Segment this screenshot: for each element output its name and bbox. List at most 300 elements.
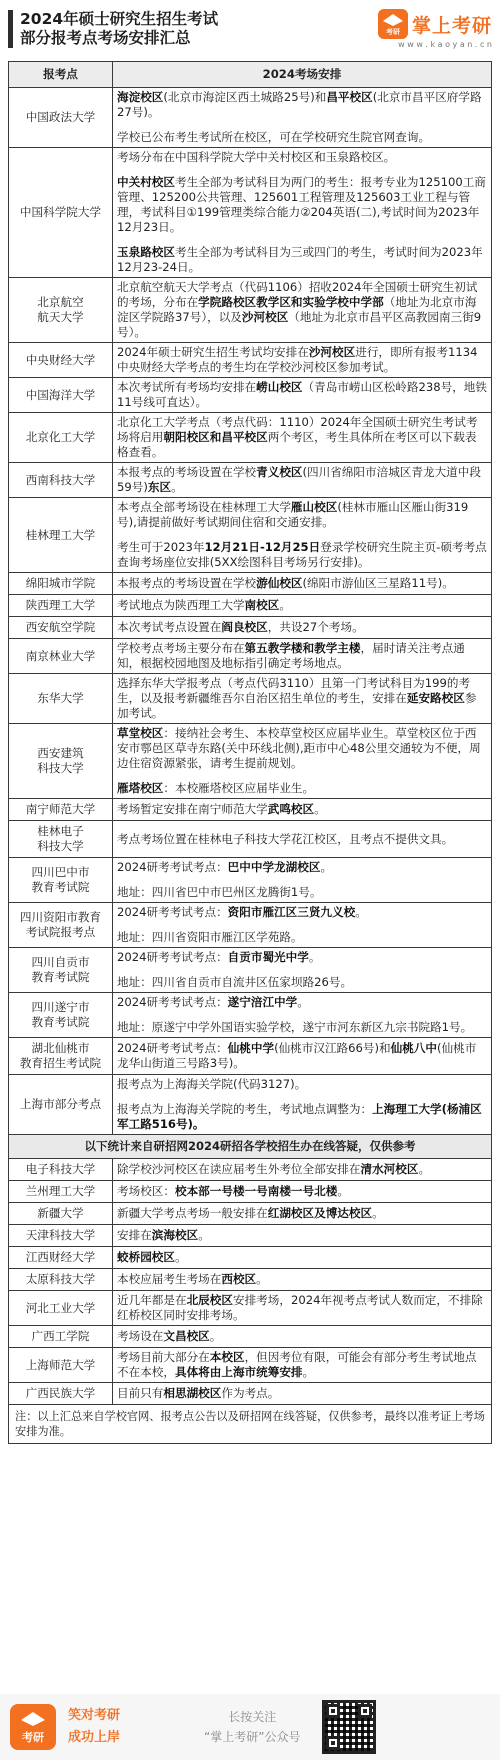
- arrangement-paragraph: [117, 802, 487, 817]
- arrangement-paragraph: [117, 1162, 487, 1177]
- highlight-text: 学院路校区教学区和实验学校中学部: [198, 295, 384, 309]
- school-name-line: 上海市部分考点: [19, 1097, 102, 1111]
- footer-logo-text: 考研: [22, 1731, 44, 1744]
- highlight-text: 自贡市蜀光中学: [227, 950, 309, 964]
- table-row: [9, 1075, 492, 1135]
- school-name-line: 教育考试院: [31, 1015, 90, 1029]
- highlight-text: 12月21日-12月25日: [204, 540, 321, 554]
- page-title: [20, 10, 218, 48]
- arrangement-paragraph: [117, 1350, 487, 1380]
- slogan-line-2: 成功上岸: [68, 1730, 121, 1745]
- school-name-cell: [9, 799, 113, 821]
- exam-arrangement-cell: [113, 1038, 492, 1075]
- table-body: [9, 88, 492, 1135]
- school-name-line: 天津科技大学: [25, 1228, 96, 1242]
- exam-arrangement-cell: [113, 278, 492, 343]
- detail-text: 。: [302, 1365, 315, 1379]
- detail-text: 考场分布在中国科学院大学中关村校区和玉泉路校区。: [117, 150, 396, 164]
- highlight-text: 海淀校区: [117, 90, 164, 104]
- arrangement-paragraph: [117, 1077, 487, 1092]
- detail-text: 2024研考考试考点：: [117, 950, 228, 964]
- table-row: [9, 498, 492, 573]
- school-name-cell: [9, 1159, 113, 1181]
- arrangement-paragraph: [117, 726, 487, 771]
- school-name-cell: [9, 1075, 113, 1135]
- detail-text: 本校应届考生考场在: [117, 1272, 222, 1286]
- detail-text: 2024研考考试考点：: [117, 905, 228, 919]
- school-name-cell: [9, 148, 113, 278]
- table-row: [9, 639, 492, 674]
- detail-text: 。: [337, 1184, 349, 1198]
- table-row: [9, 1269, 492, 1291]
- exam-arrangement-cell: [113, 821, 492, 858]
- arrangement-paragraph: [117, 150, 487, 165]
- school-name-line: 陕西理工大学: [25, 598, 96, 612]
- detail-text: ：接纳社会考生、本校草堂校区应届毕业生。草堂校区位于西安市鄠邑区草寺东路(关中环线北侧),距市中心48公里交通较为不便，周边住宿资源紧张，请考生提前规划。: [117, 726, 481, 770]
- detail-text: 。: [174, 1250, 187, 1264]
- detail-text: 考试地点为陕西理工大学: [117, 598, 245, 612]
- exam-arrangement-cell: [113, 1203, 492, 1225]
- table-row: [9, 1203, 492, 1225]
- arrangement-paragraph: [117, 90, 487, 120]
- table-row: [9, 1348, 492, 1383]
- arrangement-paragraph: [117, 175, 487, 235]
- highlight-text: 资阳市雁江区三贤九义校: [227, 905, 356, 919]
- arrangement-paragraph: [117, 781, 487, 796]
- highlight-text: 仙桃中学: [227, 1041, 275, 1055]
- detail-text: 进行，即所有报考1134中央财经大学考点的考生均在学校沙河校区参加考试。: [117, 345, 478, 374]
- arrangement-paragraph: [117, 676, 487, 721]
- detail-text: 。: [198, 1228, 210, 1242]
- school-name-cell: [9, 993, 113, 1038]
- qr-corner: [326, 1704, 340, 1718]
- detail-text: 。: [355, 905, 367, 919]
- detail-text: 目前只有: [117, 1386, 164, 1400]
- detail-text: 考场暂定安排在南宁师范大学: [117, 802, 268, 816]
- school-name-line: 广西工学院: [31, 1329, 90, 1343]
- highlight-text: 青义校区: [256, 465, 303, 479]
- school-name-cell: [9, 639, 113, 674]
- table-row: [9, 148, 492, 278]
- highlight-text: 红湖校区及博达校区: [267, 1206, 373, 1220]
- highlight-text: 游仙校区: [256, 576, 303, 590]
- detail-text: 考场校区：: [117, 1184, 175, 1198]
- school-name-line: 中国科学院大学: [19, 205, 102, 219]
- school-name-cell: [9, 413, 113, 463]
- school-name-cell: [9, 88, 113, 148]
- arrangement-paragraph: [117, 576, 487, 591]
- detail-text: 考场目前大部分在: [117, 1350, 210, 1364]
- school-name-line: 北京航空: [37, 295, 84, 309]
- detail-text: 本考点全部考场设在桂林理工大学: [117, 500, 291, 514]
- detail-text: 选择东华大学报考点（考点代码3110）且第一门考试科目为199的考生，以及报考新疆维吾尔自治区招生单位的考生，安排在: [117, 676, 471, 705]
- highlight-text: 第五教学楼和教学主楼: [244, 641, 361, 655]
- school-name-cell: [9, 948, 113, 993]
- school-name-line: 科技大学: [37, 761, 84, 775]
- exam-arrangement-cell: [113, 573, 492, 595]
- arrangement-paragraph: [117, 1102, 487, 1132]
- exam-arrangement-cell: [113, 413, 492, 463]
- detail-text: 2024研考考试考点：: [117, 995, 228, 1009]
- highlight-text: 延安路校区: [406, 691, 465, 705]
- exam-arrangement-cell: [113, 1291, 492, 1326]
- exam-arrangement-cell: [113, 1225, 492, 1247]
- school-name-line: 考试院报考点: [25, 925, 96, 939]
- table-row: [9, 463, 492, 498]
- school-name-line: 中国海洋大学: [25, 387, 96, 402]
- school-name-line: 南宁师范大学: [25, 802, 96, 816]
- exam-arrangement-cell: [113, 1181, 492, 1203]
- qr-corner: [358, 1704, 372, 1718]
- exam-arrangement-cell: [113, 595, 492, 617]
- highlight-text: 巴中中学龙湖校区: [227, 860, 321, 874]
- school-name-line: 江西财经大学: [25, 1250, 96, 1264]
- col-header-school: 报考点: [9, 62, 113, 88]
- school-name-cell: [9, 724, 113, 799]
- school-name-line: 科技大学: [37, 839, 84, 853]
- highlight-text: 清水河校区: [360, 1162, 419, 1176]
- table-row: [9, 378, 492, 413]
- detail-text: 地址：四川省自贡市自流井区伍家坝路26号。: [117, 975, 353, 989]
- school-name-line: 兰州理工大学: [25, 1184, 96, 1198]
- highlight-text: 本校区: [209, 1350, 245, 1364]
- highlight-text: 中关村校区: [117, 175, 175, 189]
- table-row: [9, 1038, 492, 1075]
- highlight-text: 蛟桥园校区: [117, 1250, 175, 1264]
- table-row: [9, 724, 492, 799]
- school-name-cell: [9, 595, 113, 617]
- table-row: [9, 1247, 492, 1269]
- school-name-cell: [9, 378, 113, 413]
- school-name-line: 上海师范大学: [25, 1357, 96, 1372]
- logo-main: [378, 9, 492, 39]
- highlight-text: 校本部一号楼一号南楼一号北楼: [174, 1184, 338, 1198]
- arrangement-paragraph: [117, 950, 487, 965]
- school-name-line: 北京化工大学: [25, 430, 96, 444]
- exam-arrangement-cell: [113, 498, 492, 573]
- exam-arrangement-cell: [113, 1159, 492, 1181]
- school-name-line: 四川自贡市: [31, 955, 90, 969]
- arrangement-paragraph: [117, 245, 487, 275]
- school-name-cell: [9, 1225, 113, 1247]
- detail-text: 2024研考考试考点：: [117, 1041, 228, 1055]
- school-name-cell: [9, 498, 113, 573]
- slogan-line-1: 笑对考研: [68, 1708, 121, 1723]
- logo-url: w w w . k a o y a n . c n: [398, 40, 492, 49]
- highlight-text: 仙桃八中: [390, 1041, 438, 1055]
- exam-arrangement-cell: [113, 463, 492, 498]
- highlight-text: 相思湖校区: [163, 1386, 222, 1400]
- arrangement-paragraph: [117, 620, 487, 635]
- school-name-line: 电子科技大学: [25, 1162, 96, 1176]
- school-name-cell: [9, 821, 113, 858]
- table-row: [9, 88, 492, 148]
- table-row: [9, 903, 492, 948]
- detail-text: 考场设在: [117, 1329, 164, 1343]
- school-name-cell: [9, 1383, 113, 1405]
- qr-code[interactable]: [322, 1700, 376, 1754]
- detail-text: 报考点为上海海关学院的考生，考试地点调整为：: [117, 1102, 373, 1116]
- detail-text: 。: [320, 860, 333, 874]
- detail-text: 。: [308, 950, 321, 964]
- detail-text: 。: [279, 598, 291, 612]
- detail-text: (四川省绵阳市涪城区青龙大道中段59号): [117, 465, 481, 494]
- school-name-line: 四川遂宁市: [31, 1000, 90, 1014]
- detail-text: 考生全部为考试科目为三或四门的考生，考试时间为2023年12月23-24日。: [117, 245, 483, 274]
- detail-text: 考生全部为考试科目为两门的考生：报考专业为125100工商管理、125200公共管理、125601工程管理及125603工业工程与管理，考试科目①199管理类综合能力②204英语(二),考试时间为2023年12月23日。: [117, 175, 486, 234]
- school-name-cell: [9, 617, 113, 639]
- arrangement-paragraph: [117, 975, 487, 990]
- school-name-cell: [9, 1348, 113, 1383]
- school-name-line: 东华大学: [37, 691, 84, 705]
- detail-text: (仙桃市龙华山街道三号路3号)。: [117, 1041, 477, 1070]
- exam-arrangement-cell: [113, 993, 492, 1038]
- highlight-text: 文昌校区: [163, 1329, 210, 1343]
- table-row: [9, 674, 492, 724]
- table-row: [9, 948, 492, 993]
- arrangement-paragraph: [117, 860, 487, 875]
- highlight-text: 遂宁涪江中学: [227, 995, 298, 1009]
- arrangement-paragraph: [117, 1206, 487, 1221]
- detail-text: 参加考试。: [117, 691, 477, 720]
- exam-arrangement-cell: [113, 674, 492, 724]
- table-row: [9, 595, 492, 617]
- highlight-text: 昌平校区: [326, 90, 373, 104]
- exam-arrangement-cell: [113, 1383, 492, 1405]
- exam-site-table: [8, 61, 492, 1444]
- table-row: [9, 1291, 492, 1326]
- exam-arrangement-cell: [113, 858, 492, 903]
- detail-text: 本报考点的考场设置在学校: [117, 465, 257, 479]
- arrangement-paragraph: [117, 1041, 487, 1071]
- school-name-cell: [9, 674, 113, 724]
- table-row: [9, 1225, 492, 1247]
- highlight-text: 南校区: [244, 598, 280, 612]
- highlight-text: 雁塔校区: [117, 781, 164, 795]
- school-name-line: 教育考试院: [31, 970, 90, 984]
- school-name-cell: [9, 463, 113, 498]
- school-name-line: 中国政法大学: [25, 110, 96, 124]
- detail-text: (桂林市雁山区雁山街319号),请提前做好考试期间住宿和交通安排。: [117, 500, 469, 529]
- school-name-line: 广西民族大学: [25, 1386, 96, 1400]
- arrangement-paragraph: [117, 1272, 487, 1287]
- highlight-text: 草堂校区: [117, 726, 164, 740]
- exam-arrangement-cell: [113, 948, 492, 993]
- detail-text: 2024研考考试考点：: [117, 860, 228, 874]
- highlight-text: 玉泉路校区: [117, 245, 175, 259]
- detail-text: 本次考试所有考场均安排在: [117, 380, 257, 394]
- arrangement-paragraph: [117, 540, 487, 570]
- graduation-cap-icon: [378, 9, 408, 39]
- footnote-row: [9, 1405, 492, 1444]
- qr-corner: [326, 1736, 340, 1750]
- school-name-line: 湖北仙桃市: [31, 1041, 90, 1055]
- table-row: [9, 799, 492, 821]
- logo-name: 掌上考研: [411, 14, 492, 37]
- arrangement-paragraph: [117, 1020, 487, 1035]
- school-name-line: 教育考试院: [31, 880, 90, 894]
- arrangement-paragraph: [117, 345, 487, 375]
- exam-arrangement-cell: [113, 724, 492, 799]
- detail-text: 本报考点的考场设置在学校: [117, 576, 257, 590]
- school-name-cell: [9, 1203, 113, 1225]
- exam-arrangement-cell: [113, 1075, 492, 1135]
- school-name-line: 桂林理工大学: [25, 527, 96, 542]
- detail-text: 。: [256, 1272, 268, 1286]
- arrangement-paragraph: [117, 1386, 487, 1401]
- section-divider: 以下统计来自研招网2024研招各学校招生办在线答疑，仅供参考: [9, 1135, 492, 1159]
- col-header-detail: 2024考场安排: [113, 62, 492, 88]
- detail-text: 学校已公布考生考试所在校区，可在学校研究生院官网查询。: [117, 130, 431, 144]
- arrangement-paragraph: [117, 995, 487, 1010]
- arrangement-paragraph: [117, 280, 487, 340]
- table-row: [9, 617, 492, 639]
- detail-text: (北京市海淀区西土城路25号)和: [163, 90, 327, 104]
- detail-text: （地址为北京市昌平区高教园南三街9号）。: [117, 310, 482, 339]
- arrangement-paragraph: [117, 930, 487, 945]
- school-name-cell: [9, 1269, 113, 1291]
- school-name-cell: [9, 1291, 113, 1326]
- detail-text: ，但因考位有限，可能会有部分考生考试地点不在本校，: [117, 1350, 477, 1379]
- highlight-text: 沙河校区: [241, 310, 289, 324]
- school-name-line: 河北工业大学: [25, 1300, 96, 1315]
- exam-arrangement-cell: [113, 799, 492, 821]
- detail-text: （地址为北京市海淀区学院路37号），以及: [117, 295, 477, 324]
- school-name-line: 四川资阳市教育: [19, 910, 102, 924]
- highlight-text: 崂山校区: [256, 380, 303, 394]
- footnote: 注：以上汇总来自学校官网、报考点公告以及研招网在线答疑，仅供参考，最终以准考证上考场安排为准。: [9, 1405, 492, 1444]
- detail-text: 考生可于2023年: [117, 540, 205, 554]
- school-name-line: 四川巴中市: [31, 865, 90, 879]
- arrangement-paragraph: [117, 1228, 487, 1243]
- detail-text: 报考点为上海海关学院(代码3127)。: [117, 1077, 307, 1091]
- highlight-text: 具体将由上海市统筹安排: [174, 1365, 303, 1379]
- arrangement-paragraph: [117, 832, 487, 847]
- arrangement-paragraph: [117, 641, 487, 671]
- highlight-text: 阎良校区: [221, 620, 268, 634]
- school-name-line: 新疆大学: [37, 1206, 84, 1220]
- highlight-text: 北辰校区: [186, 1293, 233, 1307]
- header-left: [8, 10, 218, 48]
- arrangement-paragraph: [117, 500, 487, 530]
- detail-text: 作为考点。: [221, 1386, 280, 1400]
- detail-text: 地址：四川省资阳市雁江区学苑路。: [117, 930, 303, 944]
- detail-text: 。: [171, 480, 183, 494]
- arrangement-paragraph: [117, 598, 487, 613]
- school-name-line: 绵阳城市学院: [25, 576, 96, 590]
- highlight-text: 雁山校区: [290, 500, 338, 514]
- school-name-line: 太原科技大学: [25, 1272, 96, 1286]
- detail-text: 地址：原遂宁中学外国语实验学校，遂宁市河东新区九宗书院路1号。: [117, 1020, 473, 1034]
- detail-text: 学校考点考场主要分布在: [117, 641, 245, 655]
- highlight-text: 沙河校区: [308, 345, 356, 359]
- title-accent-bar: [8, 10, 13, 48]
- arrangement-paragraph: [117, 415, 487, 460]
- table-row: [9, 278, 492, 343]
- title-line-2: 部分报考点考场安排汇总: [20, 29, 191, 47]
- graduation-cap-icon: [10, 1704, 56, 1750]
- logo-mark-text: 考研: [385, 28, 400, 36]
- table-row: [9, 413, 492, 463]
- detail-text: (北京市昌平区府学路27号)。: [117, 90, 482, 119]
- arrangement-paragraph: [117, 905, 487, 920]
- footer: [0, 1694, 500, 1760]
- follow-line-2: “掌上考研”公众号: [204, 1730, 301, 1744]
- school-name-line: 西南科技大学: [25, 472, 96, 487]
- header: [0, 0, 500, 58]
- school-name-cell: [9, 573, 113, 595]
- detail-text: ，共设27个考场。: [267, 620, 364, 634]
- detail-text: 登录学校研究生院主页-硕考考点查询考场座位安排(5XX绘图科目考场另行安排)。: [117, 540, 487, 569]
- arrangement-paragraph: [117, 1329, 487, 1344]
- arrangement-paragraph: [117, 130, 487, 145]
- school-name-line: 南京林业大学: [25, 648, 96, 663]
- footer-slogan: [68, 1705, 120, 1749]
- detail-text: ：本校雁塔校区应届毕业生。: [163, 781, 315, 795]
- school-name-cell: [9, 278, 113, 343]
- exam-arrangement-cell: [113, 1269, 492, 1291]
- detail-text: 。: [209, 1329, 222, 1343]
- school-name-cell: [9, 903, 113, 948]
- table-row: [9, 1159, 492, 1181]
- arrangement-paragraph: [117, 1293, 487, 1323]
- table-row: [9, 821, 492, 858]
- title-line-1: 2024年硕士研究生招生考试: [20, 10, 219, 28]
- table-row: [9, 1181, 492, 1203]
- detail-text: 地址：四川省巴中市巴州区龙腾街1号。: [117, 885, 322, 899]
- school-name-line: 西安建筑: [37, 746, 84, 760]
- detail-text: 2024年硕士研究生招生考试均安排在: [117, 345, 309, 359]
- detail-text: 北京航空航天大学考点（代码1106）招收2024年全国硕士研究生初试的考场，分布在: [117, 280, 478, 309]
- arrangement-paragraph: [117, 1250, 487, 1265]
- highlight-text: 东区: [147, 480, 172, 494]
- table-header-row: [9, 62, 492, 88]
- exam-arrangement-cell: [113, 88, 492, 148]
- detail-text: (绵阳市游仙区三星路11号)。: [302, 576, 454, 590]
- exam-arrangement-cell: [113, 1348, 492, 1383]
- table-body-second: [9, 1159, 492, 1405]
- school-name-line: 中央财经大学: [25, 352, 96, 367]
- detail-text: 安排考场，2024年视考点考试人数而定，不排除红桥校区同时安排考场。: [117, 1293, 483, 1322]
- brand-logo[interactable]: [378, 9, 492, 49]
- exam-arrangement-cell: [113, 343, 492, 378]
- highlight-text: 滨海校区: [151, 1228, 199, 1242]
- school-name-cell: [9, 858, 113, 903]
- detail-text: 。: [418, 1162, 431, 1176]
- school-name-cell: [9, 1326, 113, 1348]
- exam-arrangement-cell: [113, 1247, 492, 1269]
- highlight-text: 朝阳校区和昌平校区: [163, 430, 268, 444]
- exam-arrangement-cell: [113, 148, 492, 278]
- exam-arrangement-cell: [113, 903, 492, 948]
- school-name-line: 桂林电子: [37, 824, 84, 838]
- detail-text: 除学校沙河校区在读应届考生外考位全部安排在: [117, 1162, 361, 1176]
- detail-text: 本次考试考点设置在: [117, 620, 222, 634]
- detail-text: 北京化工大学考点（考点代码：1110）2024年全国硕士研究生考试考场将启用: [117, 415, 478, 444]
- detail-text: ，届时请关注考点通知，根据校园地图及地标指引确定考场地点。: [117, 641, 465, 670]
- table-row: [9, 1383, 492, 1405]
- exam-arrangement-cell: [113, 639, 492, 674]
- follow-prompt: [204, 1707, 300, 1747]
- exam-arrangement-cell: [113, 378, 492, 413]
- arrangement-paragraph: [117, 380, 487, 410]
- table-row: [9, 993, 492, 1038]
- detail-text: （青岛市崂山区松岭路238号，地铁11号线可直达）。: [117, 380, 487, 409]
- section-divider-row: [9, 1135, 492, 1159]
- detail-text: (仙桃市汉江路66号)和: [274, 1041, 391, 1055]
- school-name-cell: [9, 1181, 113, 1203]
- exam-arrangement-cell: [113, 1326, 492, 1348]
